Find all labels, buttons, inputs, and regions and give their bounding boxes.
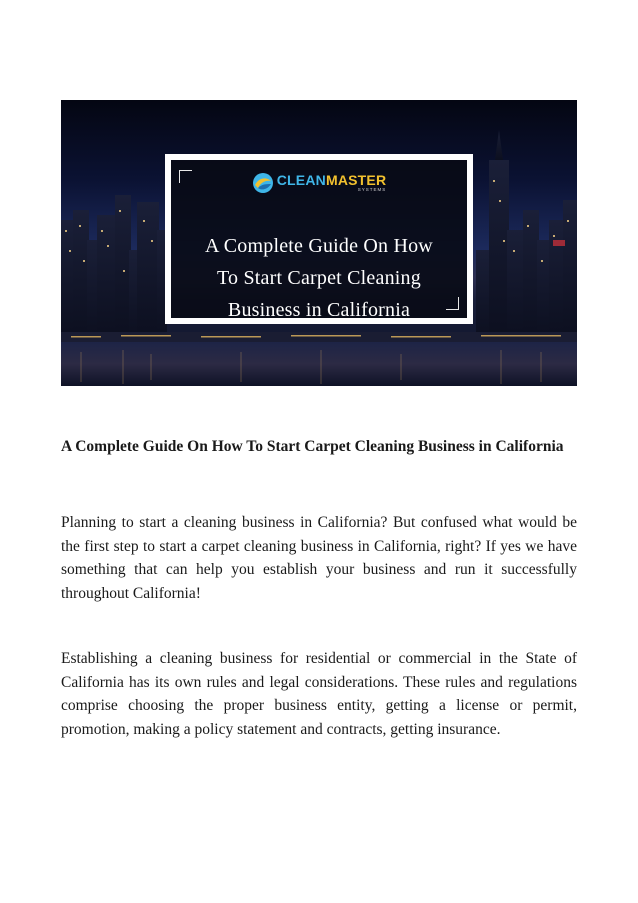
- banner-title-line: To Start Carpet Cleaning: [217, 267, 421, 289]
- brand-logo: [171, 172, 467, 198]
- brand-mark-icon: [252, 172, 274, 194]
- banner-title: [171, 230, 467, 326]
- article-paragraph: Planning to start a cleaning business in California? But confused what would be the first step to start a carpet cleaning business in California, right? If yes we have something that can help you establish your business and run it successfully throughout California!: [61, 514, 577, 602]
- title-card: [165, 154, 473, 324]
- banner-title-line: A Complete Guide On How: [205, 235, 433, 257]
- brand-name: CLEANMASTER: [276, 172, 387, 189]
- article-title: A Complete Guide On How To Start Carpet Cleaning Business in California: [61, 438, 564, 455]
- banner-title-line: Business in California: [227, 299, 411, 321]
- hero-banner-image: [61, 100, 577, 386]
- brand-tagline: SYSTEMS: [357, 187, 387, 193]
- article-paragraph: Establishing a cleaning business for residential or commercial in the State of California has its own rules and legal considerations. These rules and regulations comprise choosing the proper business entity, getting a license or permit, promotion, making a policy statement and contracts, getting insurance.: [61, 650, 577, 738]
